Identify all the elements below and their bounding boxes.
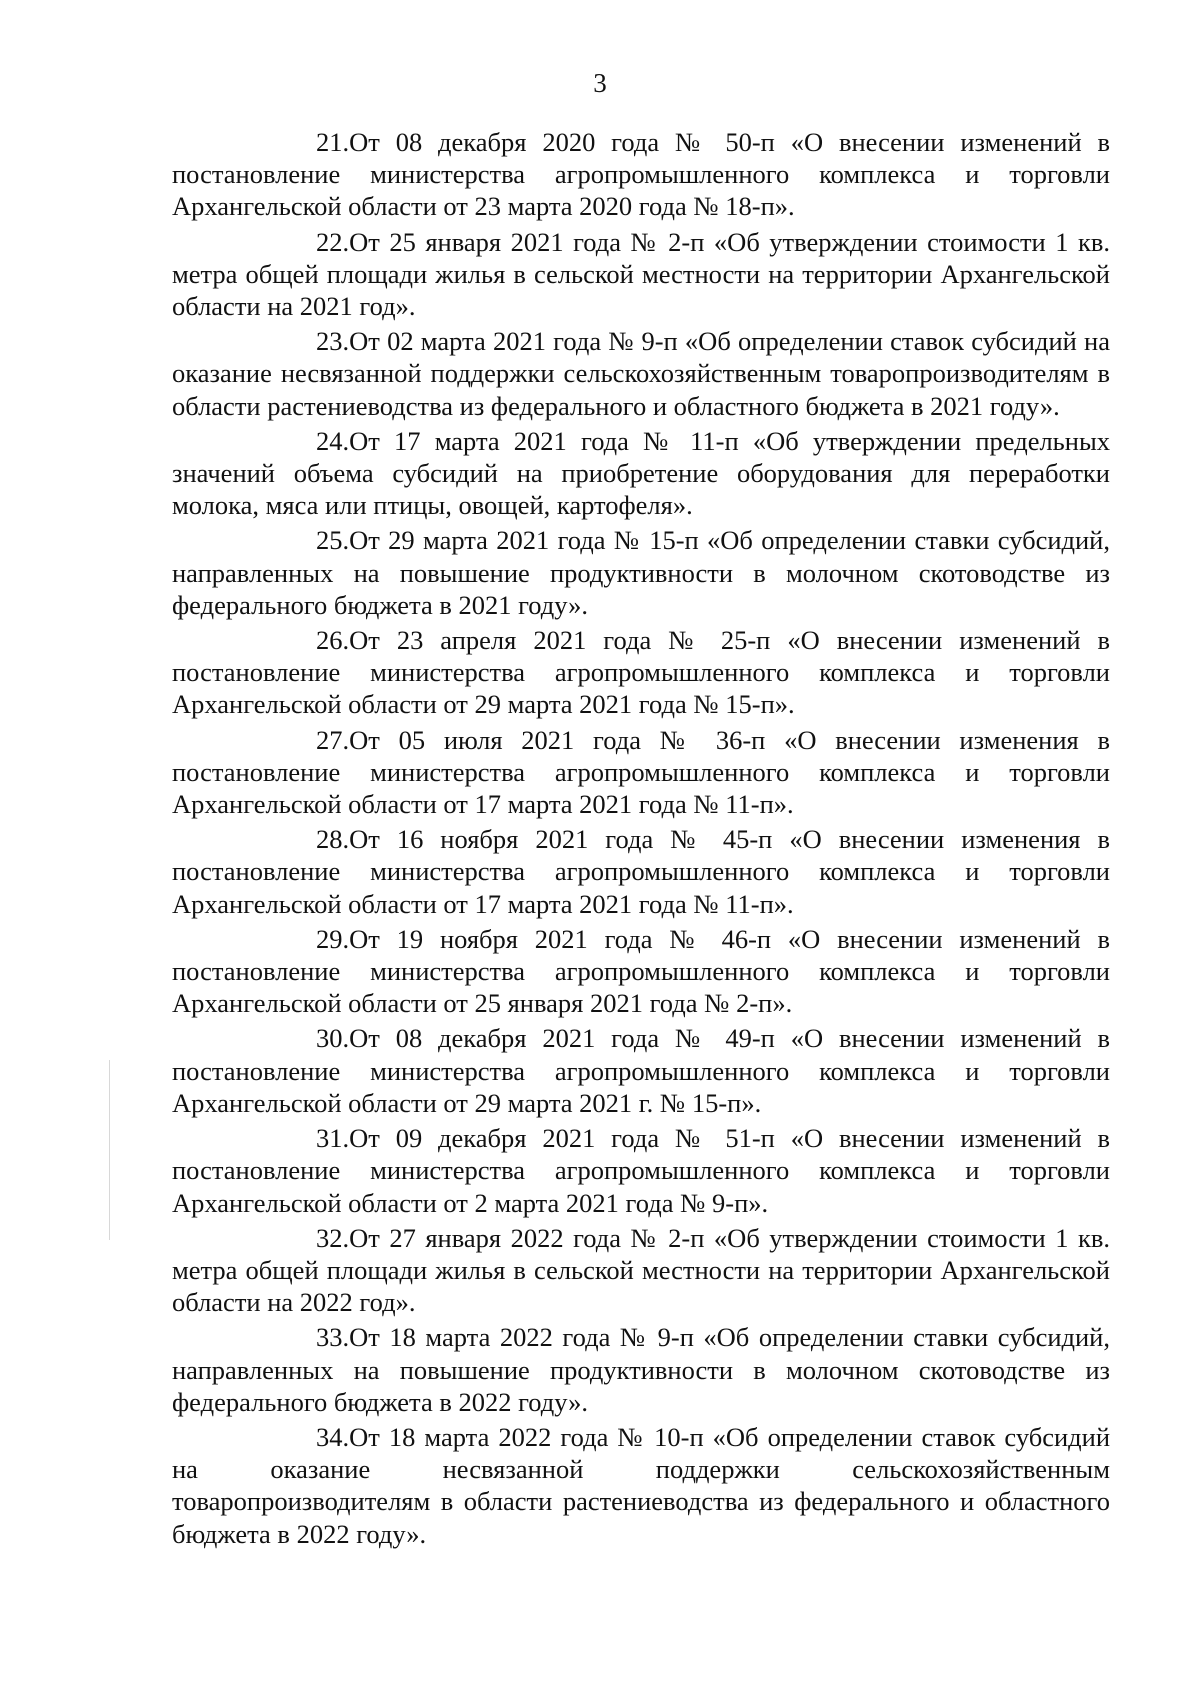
item-text: От 23 апреля 2021 года № 25-п «О внесении изменений в постановление министерства агропромышленного комплекса и торговли Архангельской области от 29 марта 2021 года № 15-п». <box>172 625 1110 720</box>
list-item <box>172 226 1110 323</box>
item-number: 26. <box>316 625 350 656</box>
item-text: От 19 ноября 2021 года № 46-п «О внесении изменений в постановление министерства агропромышленного комплекса и торговли Архангельской области от 25 января 2021 года № 2-п». <box>172 923 1110 1019</box>
item-text: От 05 июля 2021 года № 36-п «О внесении изменения в постановление министерства агропромышленного комплекса и торговли Архангельской области от 17 марта 2021 года № 11-п». <box>172 724 1110 820</box>
list-item <box>172 1321 1110 1418</box>
item-number: 30. <box>316 1023 350 1054</box>
list-item <box>172 923 1110 1020</box>
list-item <box>172 126 1110 223</box>
list-item <box>172 1022 1110 1119</box>
item-text: От 16 ноября 2021 года № 45-п «О внесении изменения в постановление министерства агропромышленного комплекса и торговли Архангельской области от 17 марта 2021 года № 11-п». <box>172 824 1110 919</box>
item-number: 28. <box>316 824 350 855</box>
item-text: От 08 декабря 2020 года № 50-п «О внесении изменений в постановление министерства агропромышленного комплекса и торговли Архангельской области от 23 марта 2020 года № 18-п». <box>172 127 1110 222</box>
item-text: От 29 марта 2021 года № 15-п «Об определении ставки субсидий, направленных на повышение продуктивности в молочном скотоводстве из федерального бюджета в 2021 году». <box>172 525 1110 620</box>
item-text: От 18 марта 2022 года № 10-п «Об определении ставок субсидий на оказание несвязанной поддержки сельскохозяйственным товаропроизводителям в области растениеводства из федерального и областного бюджета в 2022 году». <box>172 1421 1110 1549</box>
item-text: От 17 марта 2021 года № 11-п «Об утверждении предельных значений объема субсидий на приобретение оборудования для переработки молока, мяса или птицы, овощей, картофеля». <box>172 425 1110 521</box>
scan-edge-mark <box>109 1060 110 1240</box>
list-item <box>172 425 1110 522</box>
item-number: 24. <box>316 425 350 456</box>
item-text: От 18 марта 2022 года № 9-п «Об определении ставки субсидий, направленных на повышение продуктивности в молочном скотоводстве из федерального бюджета в 2022 году». <box>172 1322 1110 1417</box>
item-text: От 09 декабря 2021 года № 51-п «О внесении изменений в постановление министерства агропромышленного комплекса и торговли Архангельской области от 2 марта 2021 года № 9-п». <box>172 1123 1110 1218</box>
list-item <box>172 325 1110 422</box>
list-item <box>172 724 1110 821</box>
document-body <box>172 126 1110 1553</box>
list-item <box>172 823 1110 920</box>
list-item <box>172 624 1110 721</box>
item-number: 22. <box>316 226 350 257</box>
item-number: 31. <box>316 1123 350 1154</box>
item-text: От 08 декабря 2021 года № 49-п «О внесении изменений в постановление министерства агропромышленного комплекса и торговли Архангельской области от 29 марта 2021 г. № 15-п». <box>172 1023 1110 1118</box>
item-number: 27. <box>316 724 350 755</box>
item-text: От 25 января 2021 года № 2-п «Об утверждении стоимости 1 кв. метра общей площади жилья в сельской местности на территории Архангельской области на 2021 год». <box>172 226 1110 322</box>
list-item <box>172 524 1110 621</box>
item-number: 23. <box>316 326 350 357</box>
list-item <box>172 1421 1110 1550</box>
list-item <box>172 1222 1110 1319</box>
item-number: 33. <box>316 1322 350 1353</box>
item-number: 21. <box>316 127 350 157</box>
item-text: От 27 января 2022 года № 2-п «Об утверждении стоимости 1 кв. метра общей площади жилья в сельской местности на территории Архангельской области на 2022 год». <box>172 1222 1110 1318</box>
item-number: 29. <box>316 923 350 954</box>
page-number: 3 <box>593 68 607 98</box>
item-number: 32. <box>316 1222 350 1253</box>
item-number: 25. <box>316 525 350 556</box>
item-text: От 02 марта 2021 года № 9-п «Об определении ставок субсидий на оказание несвязанной поддержки сельскохозяйственным товаропроизводителям в области растениеводства из федерального и областного бюджета в 2021 году». <box>172 326 1110 421</box>
item-number: 34. <box>316 1421 350 1452</box>
list-item <box>172 1122 1110 1219</box>
